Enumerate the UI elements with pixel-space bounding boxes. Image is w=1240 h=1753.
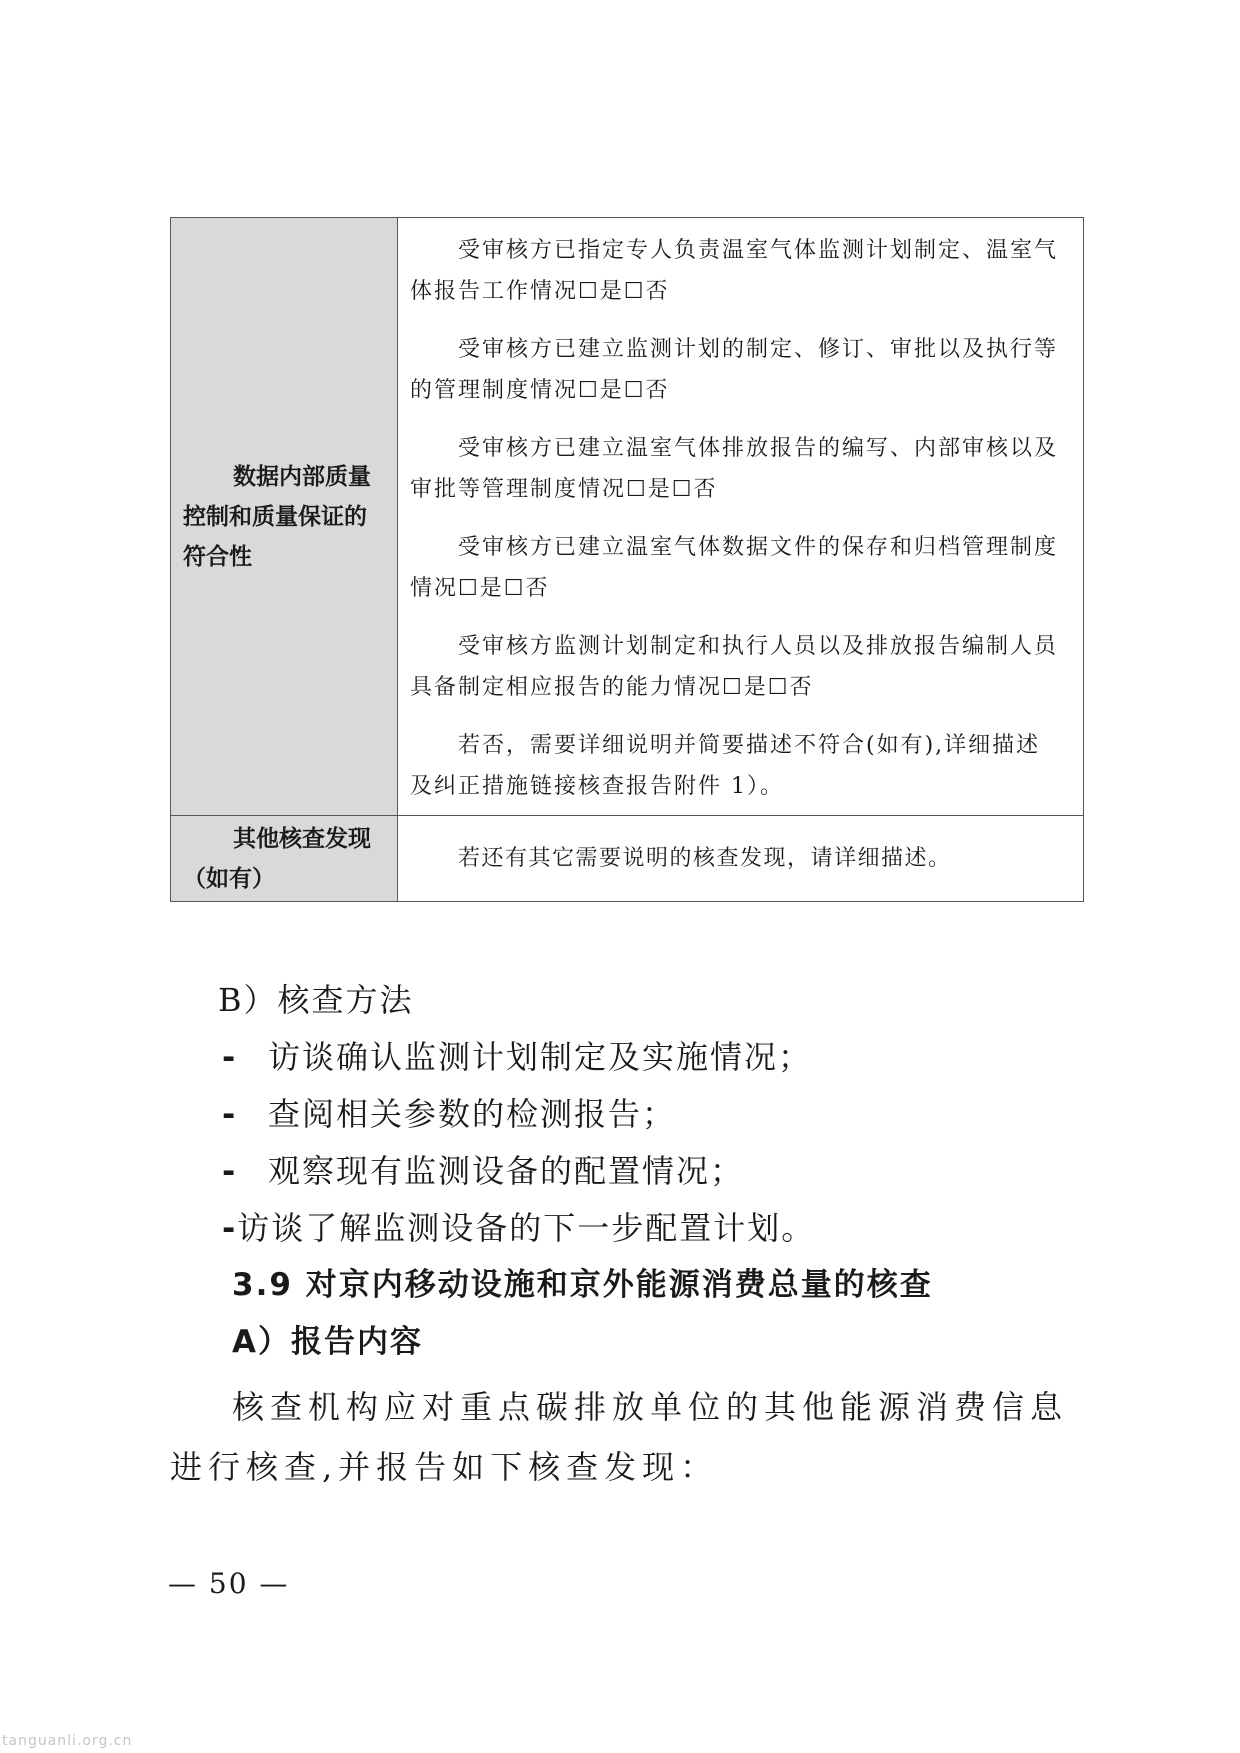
dash-bullet-icon: - [222,1095,238,1133]
checklist-item: 受审核方已指定专人负责温室气体监测计划制定、温室气体报告工作情况☐是☐否 [410,238,1059,304]
other-findings-row [171,816,1084,902]
verification-table [170,217,1084,902]
method-list-item [222,1149,1142,1193]
method-list-item [222,1206,1142,1250]
method-item-text: 访谈了解监测设备的下一步配置计划。 [237,1209,816,1247]
page-number: — 50 — [168,1567,290,1600]
method-item-text: 查阅相关参数的检测报告； [268,1095,677,1133]
section-paragraph: 核查机构应对重点碳排放单位的其他能源消费信息进行核查,并报告如下核查发现： [170,1388,1069,1486]
checklist-item: 受审核方已建立监测计划的制定、修订、审批以及执行等的管理制度情况☐是☐否 [410,337,1059,403]
checklist-item: 受审核方已建立温室气体数据文件的保存和归档管理制度情况☐是☐否 [410,535,1059,601]
section-subheading: A）报告内容 [232,1324,423,1360]
checklist-note: 若否，需要详细说明并简要描述不符合(如有),详细描述及纠正措施链接核查报告附件 1）。 [410,733,1041,799]
other-findings-label [171,816,398,902]
checklist-item: 受审核方监测计划制定和执行人员以及排放报告编制人员具备制定相应报告的能力情况☐是☐否 [410,634,1059,700]
checklist-item: 受审核方已建立温室气体排放报告的编写、内部审核以及审批等管理制度情况☐是☐否 [410,436,1059,502]
dash-bullet-icon: - [222,1209,238,1247]
dash-bullet-icon: - [222,1038,238,1076]
label-line: 其他核查发现 [233,825,371,852]
quality-control-content [398,218,1084,816]
section-title: 3.9 对京内移动设施和京外能源消费总量的核查 [232,1267,933,1303]
method-list-item [222,1035,1142,1079]
dash-bullet-icon: - [222,1152,238,1190]
label-line: 数据内部质量 [233,463,371,490]
quality-control-label [171,218,398,816]
other-findings-content [398,816,1084,902]
method-list-item [222,1092,1142,1136]
watermark: tanguanli.org.cn [2,1733,133,1749]
other-findings-text: 若还有其它需要说明的核查发现，请详细描述。 [458,846,952,871]
method-heading: B）核查方法 [218,981,414,1019]
label-line: 符合性 [183,543,252,570]
method-item-text: 访谈确认监测计划制定及实施情况； [268,1038,813,1076]
label-line: （如有） [183,865,275,892]
method-item-text: 观察现有监测设备的配置情况； [268,1152,745,1190]
quality-control-row [171,218,1084,816]
label-line: 控制和质量保证的 [183,503,367,530]
